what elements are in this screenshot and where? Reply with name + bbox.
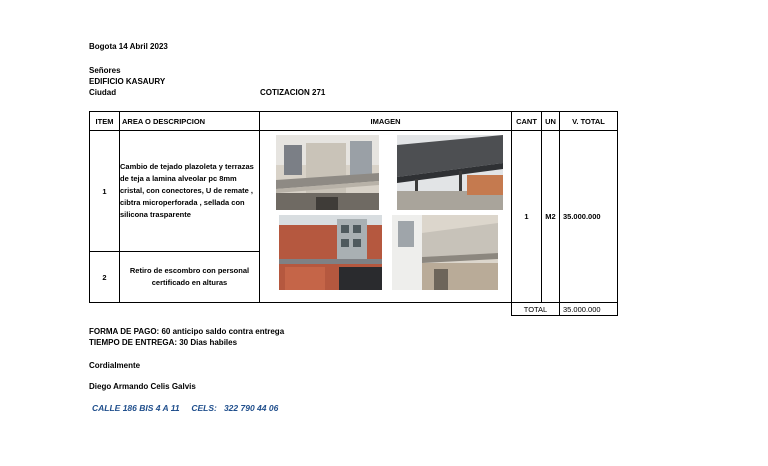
photo-brick-building <box>279 215 382 290</box>
closing-regards: Cordialmente <box>89 361 141 370</box>
total-label: TOTAL <box>512 303 560 316</box>
signer-name: Diego Armando Celis Galvis <box>89 382 196 391</box>
item-number: 2 <box>90 252 120 303</box>
photo-canopy-street <box>397 135 503 210</box>
item-number: 1 <box>90 131 120 252</box>
photo-canopy-front <box>276 135 379 210</box>
col-item: ITEM <box>90 112 120 131</box>
grand-total: 35.000.000 <box>560 303 618 316</box>
quantity-value: 1 <box>512 131 542 303</box>
col-quantity: CANT <box>512 112 542 131</box>
col-total: V. TOTAL <box>560 112 618 131</box>
col-unit: UN <box>542 112 560 131</box>
client-name: EDIFICIO KASAURY <box>89 77 166 86</box>
photo-canopy-side <box>392 215 498 290</box>
total-row <box>90 303 618 316</box>
table-row <box>90 131 618 252</box>
salutation: Señores <box>89 66 121 75</box>
item-description: Retiro de escombro con personal certificado en alturas <box>120 252 260 303</box>
col-description: AREA O DESCRIPCION <box>120 112 260 131</box>
quote-number: COTIZACION 271 <box>260 88 326 97</box>
city-label: Ciudad <box>89 88 117 97</box>
total-value: 35.000.000 <box>560 131 618 303</box>
quote-table <box>89 111 618 316</box>
col-image: IMAGEN <box>260 112 512 131</box>
item-description: Cambio de tejado plazoleta y terrazas de teja a lamina alveolar pc 8mm cristal, con conectores, U de remate , cibtra microperforada , sellada con silicona trasparente <box>120 131 260 252</box>
date-line: Bogota 14 Abril 2023 <box>89 42 168 51</box>
payment-terms: FORMA DE PAGO: 60 anticipo saldo contra entrega <box>89 327 285 336</box>
delivery-terms: TIEMPO DE ENTREGA: 30 Dias habiles <box>89 338 238 347</box>
table-header-row <box>90 112 618 131</box>
unit-value: M2 <box>542 131 560 303</box>
image-cell <box>260 131 512 303</box>
contact-line: CALLE 186 BIS 4 A 11 CELS: 322 790 44 06 <box>92 403 279 413</box>
